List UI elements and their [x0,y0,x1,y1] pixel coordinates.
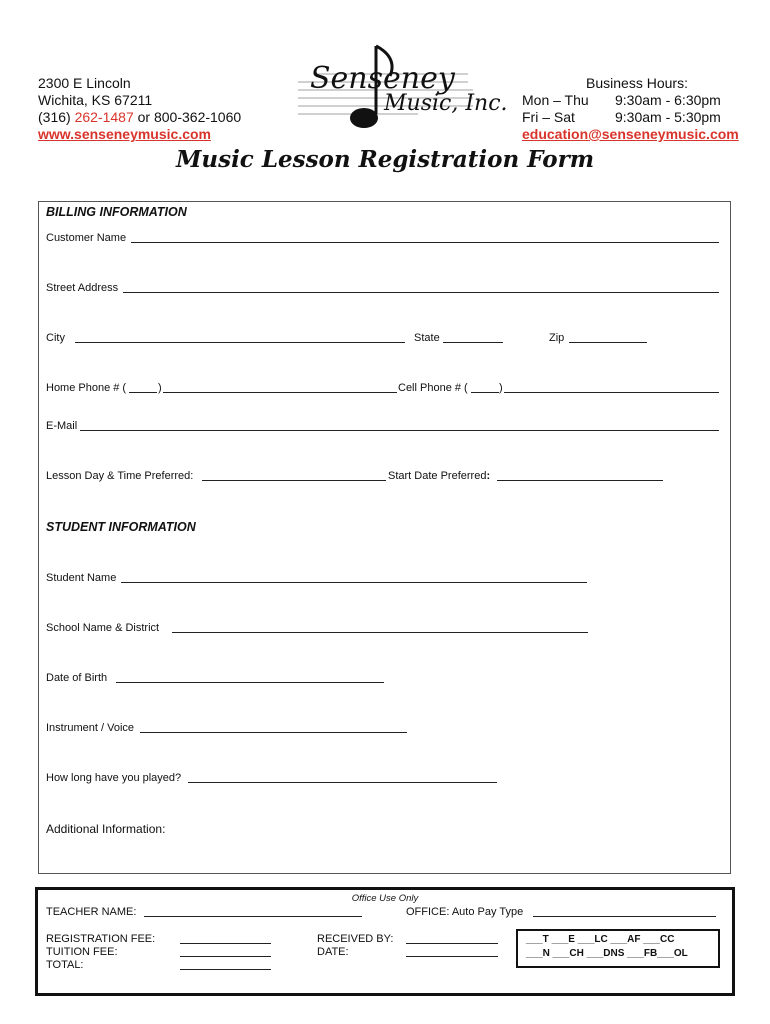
student-heading: STUDENT INFORMATION [46,520,196,534]
date-field[interactable] [406,956,498,957]
school-label: School Name & District [46,622,160,634]
date-label: DATE: [317,946,349,958]
home-phone-paren: ) [158,382,162,394]
store-address [38,75,241,143]
registration-fee-field[interactable] [180,943,271,944]
state-label: State [414,332,440,344]
total-label: TOTAL: [46,959,84,971]
customer-name-field[interactable] [131,242,719,243]
how-long-field[interactable] [188,782,497,783]
home-phone-area-field[interactable] [129,392,157,393]
home-phone-label: Home Phone # ( [46,382,127,394]
payment-codes-line-2: ___N ___CH ___DNS ___FB___OL [526,948,688,959]
dob-field[interactable] [116,682,384,683]
registration-fee-label: REGISTRATION FEE: [46,933,156,945]
start-date-field[interactable] [497,480,663,481]
auto-pay-label: OFFICE: Auto Pay Type [406,906,524,918]
instrument-field[interactable] [140,732,407,733]
street-address-label: Street Address [46,282,119,294]
tuition-fee-label: TUITION FEE: [46,946,118,958]
how-long-label: How long have you played? [46,772,182,784]
school-field[interactable] [172,632,588,633]
payment-codes-box [516,929,720,968]
zip-label: Zip [549,332,565,344]
instrument-label: Instrument / Voice [46,722,135,734]
city-label: City [46,332,65,344]
form-title: Music Lesson Registration Form [175,146,595,173]
received-by-label: RECEIVED BY: [317,933,394,945]
logo-text-senseney: Senseney [310,61,455,96]
cell-phone-area-field[interactable] [471,392,499,393]
business-hours [522,75,752,143]
website-link[interactable]: www.senseneymusic.com [38,126,211,142]
received-by-field[interactable] [406,943,498,944]
city-field[interactable] [75,342,405,343]
payment-codes-line-1: ___T ___E ___LC ___AF ___CC [526,934,675,945]
teacher-name-field[interactable] [144,916,362,917]
email-label: E-Mail [46,420,78,432]
tuition-fee-field[interactable] [180,956,271,957]
street-address-field[interactable] [123,292,719,293]
email-field[interactable] [80,430,719,431]
email-link[interactable]: education@senseneymusic.com [522,126,739,142]
business-hours-title: Business Hours: [586,75,688,91]
student-name-field[interactable] [121,582,587,583]
customer-name-label: Customer Name [46,232,127,244]
cell-phone-field[interactable] [504,392,719,393]
hours-row: Mon – Thu 9:30am - 6:30pm [522,92,721,108]
phone-numbers: (316) 262-1487 or 800-362-1060 [38,109,242,125]
lesson-day-label: Lesson Day & Time Preferred: [46,470,194,482]
auto-pay-field[interactable] [533,916,716,917]
logo-text-music: Music, Inc. [384,91,508,116]
teacher-name-label: TEACHER NAME: [46,906,137,918]
dob-label: Date of Birth [46,672,108,684]
cell-phone-label: Cell Phone # ( [398,382,468,394]
home-phone-field[interactable] [163,392,397,393]
lesson-day-field[interactable] [202,480,386,481]
zip-field[interactable] [569,342,647,343]
start-date-label: Start Date Preferred: [388,470,491,482]
cell-phone-paren: ) [499,382,503,394]
address-line-1: 2300 E Lincoln [38,75,131,91]
state-field[interactable] [443,342,503,343]
total-field[interactable] [180,969,271,970]
senseney-music-logo [288,42,508,138]
hours-row: Fri – Sat 9:30am - 5:30pm [522,109,721,125]
billing-heading: BILLING INFORMATION [46,205,187,219]
student-name-label: Student Name [46,572,117,584]
office-use-heading: Office Use Only [351,893,419,904]
additional-info-label: Additional Information: [46,822,166,836]
address-line-2: Wichita, KS 67211 [38,92,153,108]
